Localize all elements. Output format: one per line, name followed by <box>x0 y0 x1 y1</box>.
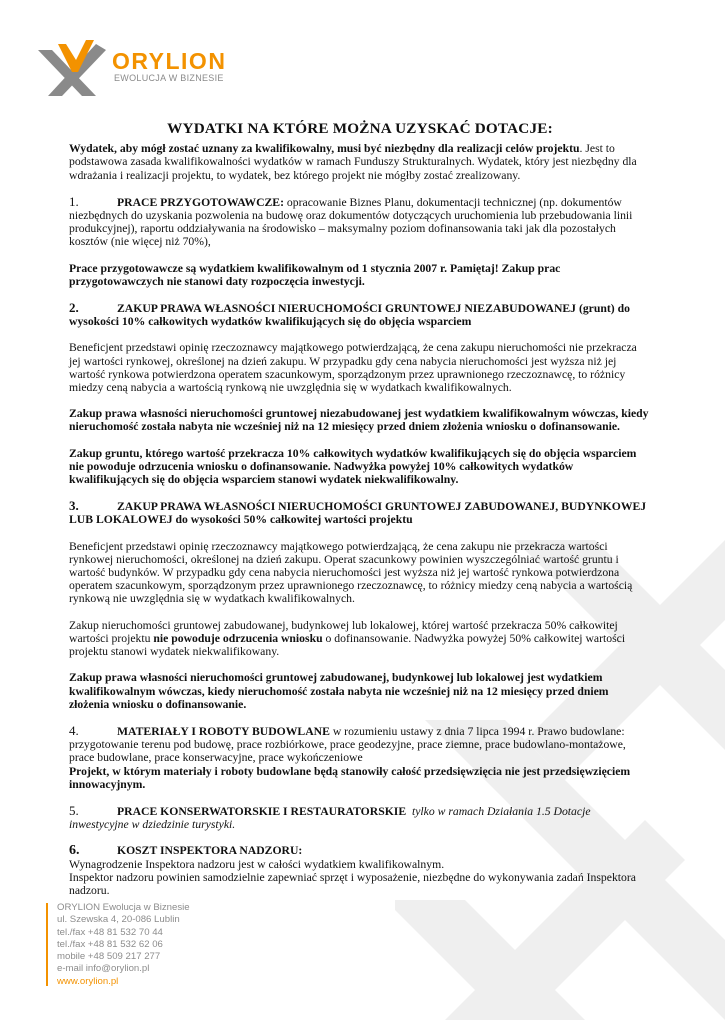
section-4-bold: Projekt, w którym materiały i roboty budowlane będą stanowiły całość przedsięwzięcia nie jest przedsięwzięciem innowacyjnym. <box>69 764 631 791</box>
footer-contact <box>57 902 190 988</box>
section-2-paragraph: Beneficjent przedstawi opinię rzeczoznawcy majątkowego potwierdzającą, że cena zakupu nieruchomości nie przekracza jej wartości rynkowej, określonej na dzień zakupu. W przypadku gdy cena nabycia nieruchomości jest wyższa niż jej wartość rynkowa potwierdzona operatem szacunkowym, sporządzonym przez uprawnionego rzeczoznawcę, to różnicy miedzy ceną nabycia a wartością rynkową nie uwzględnia się w wydatkach kwalifikowalnych. <box>69 341 637 395</box>
footer-website-link[interactable]: www.orylion.pl <box>57 975 119 987</box>
section-1-text: opracowanie Biznes Planu, dokumentacji technicznej (np. dokumentów niezbędnych do uzyskania pozwolenia na budowę oraz dokumentów dotyczących uruchomienia lub przebudowania linii produkcyjnej), raportu oddziaływania na środowisko – maksymalny poziom dofinansowania taki jak dla pozostałych kosztów (nie więcej niż 70%), <box>69 195 633 249</box>
section-3-number: 3. <box>69 498 79 514</box>
section-1 <box>69 195 651 249</box>
section-3-paragraph: Beneficjent przedstawi opinię rzeczoznawcy majątkowego potwierdzającą, że cena zakupu nie przekracza wartości rynkowej nieruchomości, określonej na dzień zakupu. Operat szacunkowy powinien wyszczególniać wartość gruntu i wartość budynków. W przypadku gdy cena nabycia nieruchomości jest wyższa niż jej wartość rynkowa potwierdzona operatem szacunkowym, sporządzonym przez uprawnionego rzeczoznawcę, to różnicy miedzy ceną nabycia a wartością rynkową nie uwzględnia się w wydatkach kwalifikowalnych. <box>69 539 633 606</box>
section-6-line-2: Inspektor nadzoru powinien samodzielnie zapewniać sprzęt i wyposażenie, niezbędne do wykonywania zadań Inspektora nadzoru. <box>69 870 636 897</box>
section-4 <box>69 724 651 765</box>
section-5 <box>69 804 651 831</box>
page-title: WYDATKI NA KTÓRE MOŻNA UZYSKAĆ DOTACJE: <box>167 120 553 137</box>
section-6-number: 6. <box>69 843 80 859</box>
section-2-bold-2: Zakup gruntu, którego wartość przekracza 10% całkowitych wydatków kwalifikujących się do objęcia wsparciem nie powoduje odrzucenia wniosku o dofinansowanie. Nadwyżka powyżej 10% całkowitych wydatków kwalifikujących się do objęcia wsparciem stanowi wydatek niekwalifikowalny. <box>69 446 637 487</box>
section-3-p2-start: Zakup nieruchomości gruntowej zabudowanej, budynkowej lub lokalowej, której wartość przekracza 50% całkowitej wartości projektu <box>69 618 618 645</box>
section-1-heading: PRACE PRZYGOTOWAWCZE: <box>117 195 284 209</box>
footer-address: ul. Szewska 4, 20-086 Lublin <box>57 914 180 926</box>
section-3-bold: Zakup prawa własności nieruchomości gruntowej zabudowanej, budynkowej lub lokalowej jest wydatkiem kwalifikowalnym wówczas, kiedy nieruchomość została nabyta nie wcześniej niż na 12 miesięcy przed dniem złożenia wniosku o dofinansowanie. <box>69 671 609 711</box>
intro-bold: Wydatek, aby mógł zostać uznany za kwalifikowalny, musi być niezbędny dla realizacji celów projektu <box>69 142 580 156</box>
section-5-heading: PRACE KONSERWATORSKIE I RESTAURATORSKIE <box>117 804 407 818</box>
section-3-p2-bold: nie powoduje odrzucenia wniosku <box>153 631 323 645</box>
section-4-text: w rozumieniu ustawy z dnia 7 lipca 1994 r. Prawo budowlane: przygotowanie terenu pod budowę, prace rozbiórkowe, prace geodezyjne, prace ziemne, prace budowlano-montażowe, prace budowlane, prace konserwacyjne, prace wykończeniowe <box>69 724 626 765</box>
section-4-number: 4. <box>69 722 79 738</box>
section-3-paragraph-2 <box>69 619 651 659</box>
section-3-heading: ZAKUP PRAWA WŁASNOŚCI NIERUCHOMOŚCI GRUNTOWEJ ZABUDOWANEJ, BUDYNKOWEJ LUB LOKALOWEJ do wysokości 50% całkowitej wartości projektu <box>69 500 647 527</box>
section-2-bold-1: Zakup prawa własności nieruchomości gruntowej niezabudowanej jest wydatkiem kwalifikowalnym wówczas, kiedy nieruchomość została nabyta nie wcześniej niż na 12 miesięcy przed dniem złożenia wniosku o dofinansowanie. <box>69 407 649 434</box>
section-3-p2-end: o dofinansowanie. Nadwyżka powyżej 50% całkowitej wartości projektu stanowi wydatek niekwalifikowany. <box>69 631 626 659</box>
section-3-heading-line <box>69 499 651 526</box>
document-body <box>69 122 651 897</box>
orylion-x-icon <box>36 38 108 100</box>
section-2-heading: ZAKUP PRAWA WŁASNOŚCI NIERUCHOMOŚCI GRUNTOWEJ NIEZABUDOWANEJ (grunt) do wysokości 10% całkowitych wydatków kwalifikujących się do objęcia wsparciem <box>69 302 630 329</box>
footer-email[interactable]: e-mail info@orylion.pl <box>57 963 150 975</box>
section-5-number: 5. <box>69 802 79 818</box>
section-6-heading: KOSZT INSPEKTORA NADZORU: <box>117 844 303 858</box>
section-4-heading: MATERIAŁY I ROBOTY BUDOWLANE <box>117 724 330 738</box>
footer-tel-2: tel./fax +48 81 532 62 06 <box>57 938 163 950</box>
company-logo <box>36 38 236 98</box>
section-2-heading-line <box>69 301 651 328</box>
section-1-number: 1. <box>69 193 79 209</box>
intro-text: . Jest to podstawowa zasada kwalifikowalności wydatków w ramach Funduszy Strukturalnych. Wydatek, który jest niezbędny dla wdrażania i realizacji projektu, to wydatek, bez którego projekt nie mógłby zostać zrealizowany. <box>69 142 637 182</box>
footer-tel-1: tel./fax +48 81 532 70 44 <box>57 926 163 938</box>
section-6-line-1: Wynagrodzenie Inspektora nadzoru jest w całości wydatkiem kwalifikowalnym. <box>69 857 445 871</box>
section-1-note: Prace przygotowawcze są wydatkiem kwalifikowalnym od 1 stycznia 2007 r. Pamiętaj! Zakup prac przygotowawczych nie stanowi daty rozpoczęcia inwestycji. <box>69 261 561 288</box>
section-6-heading-line <box>69 844 651 857</box>
section-2-number: 2. <box>69 300 79 316</box>
logo-name: ORYLION <box>112 48 227 74</box>
footer-divider <box>46 903 48 986</box>
logo-tagline: EWOLUCJA W BIZNESIE <box>114 73 224 83</box>
intro-paragraph <box>69 142 651 182</box>
footer-company: ORYLION Ewolucja w Biznesie <box>57 902 190 913</box>
footer-mobile: mobile +48 509 217 277 <box>57 951 161 963</box>
section-5-italic: tylko w ramach Działania 1.5 Dotacje inwestycyjne w dziedzinie turystyki. <box>69 804 591 832</box>
